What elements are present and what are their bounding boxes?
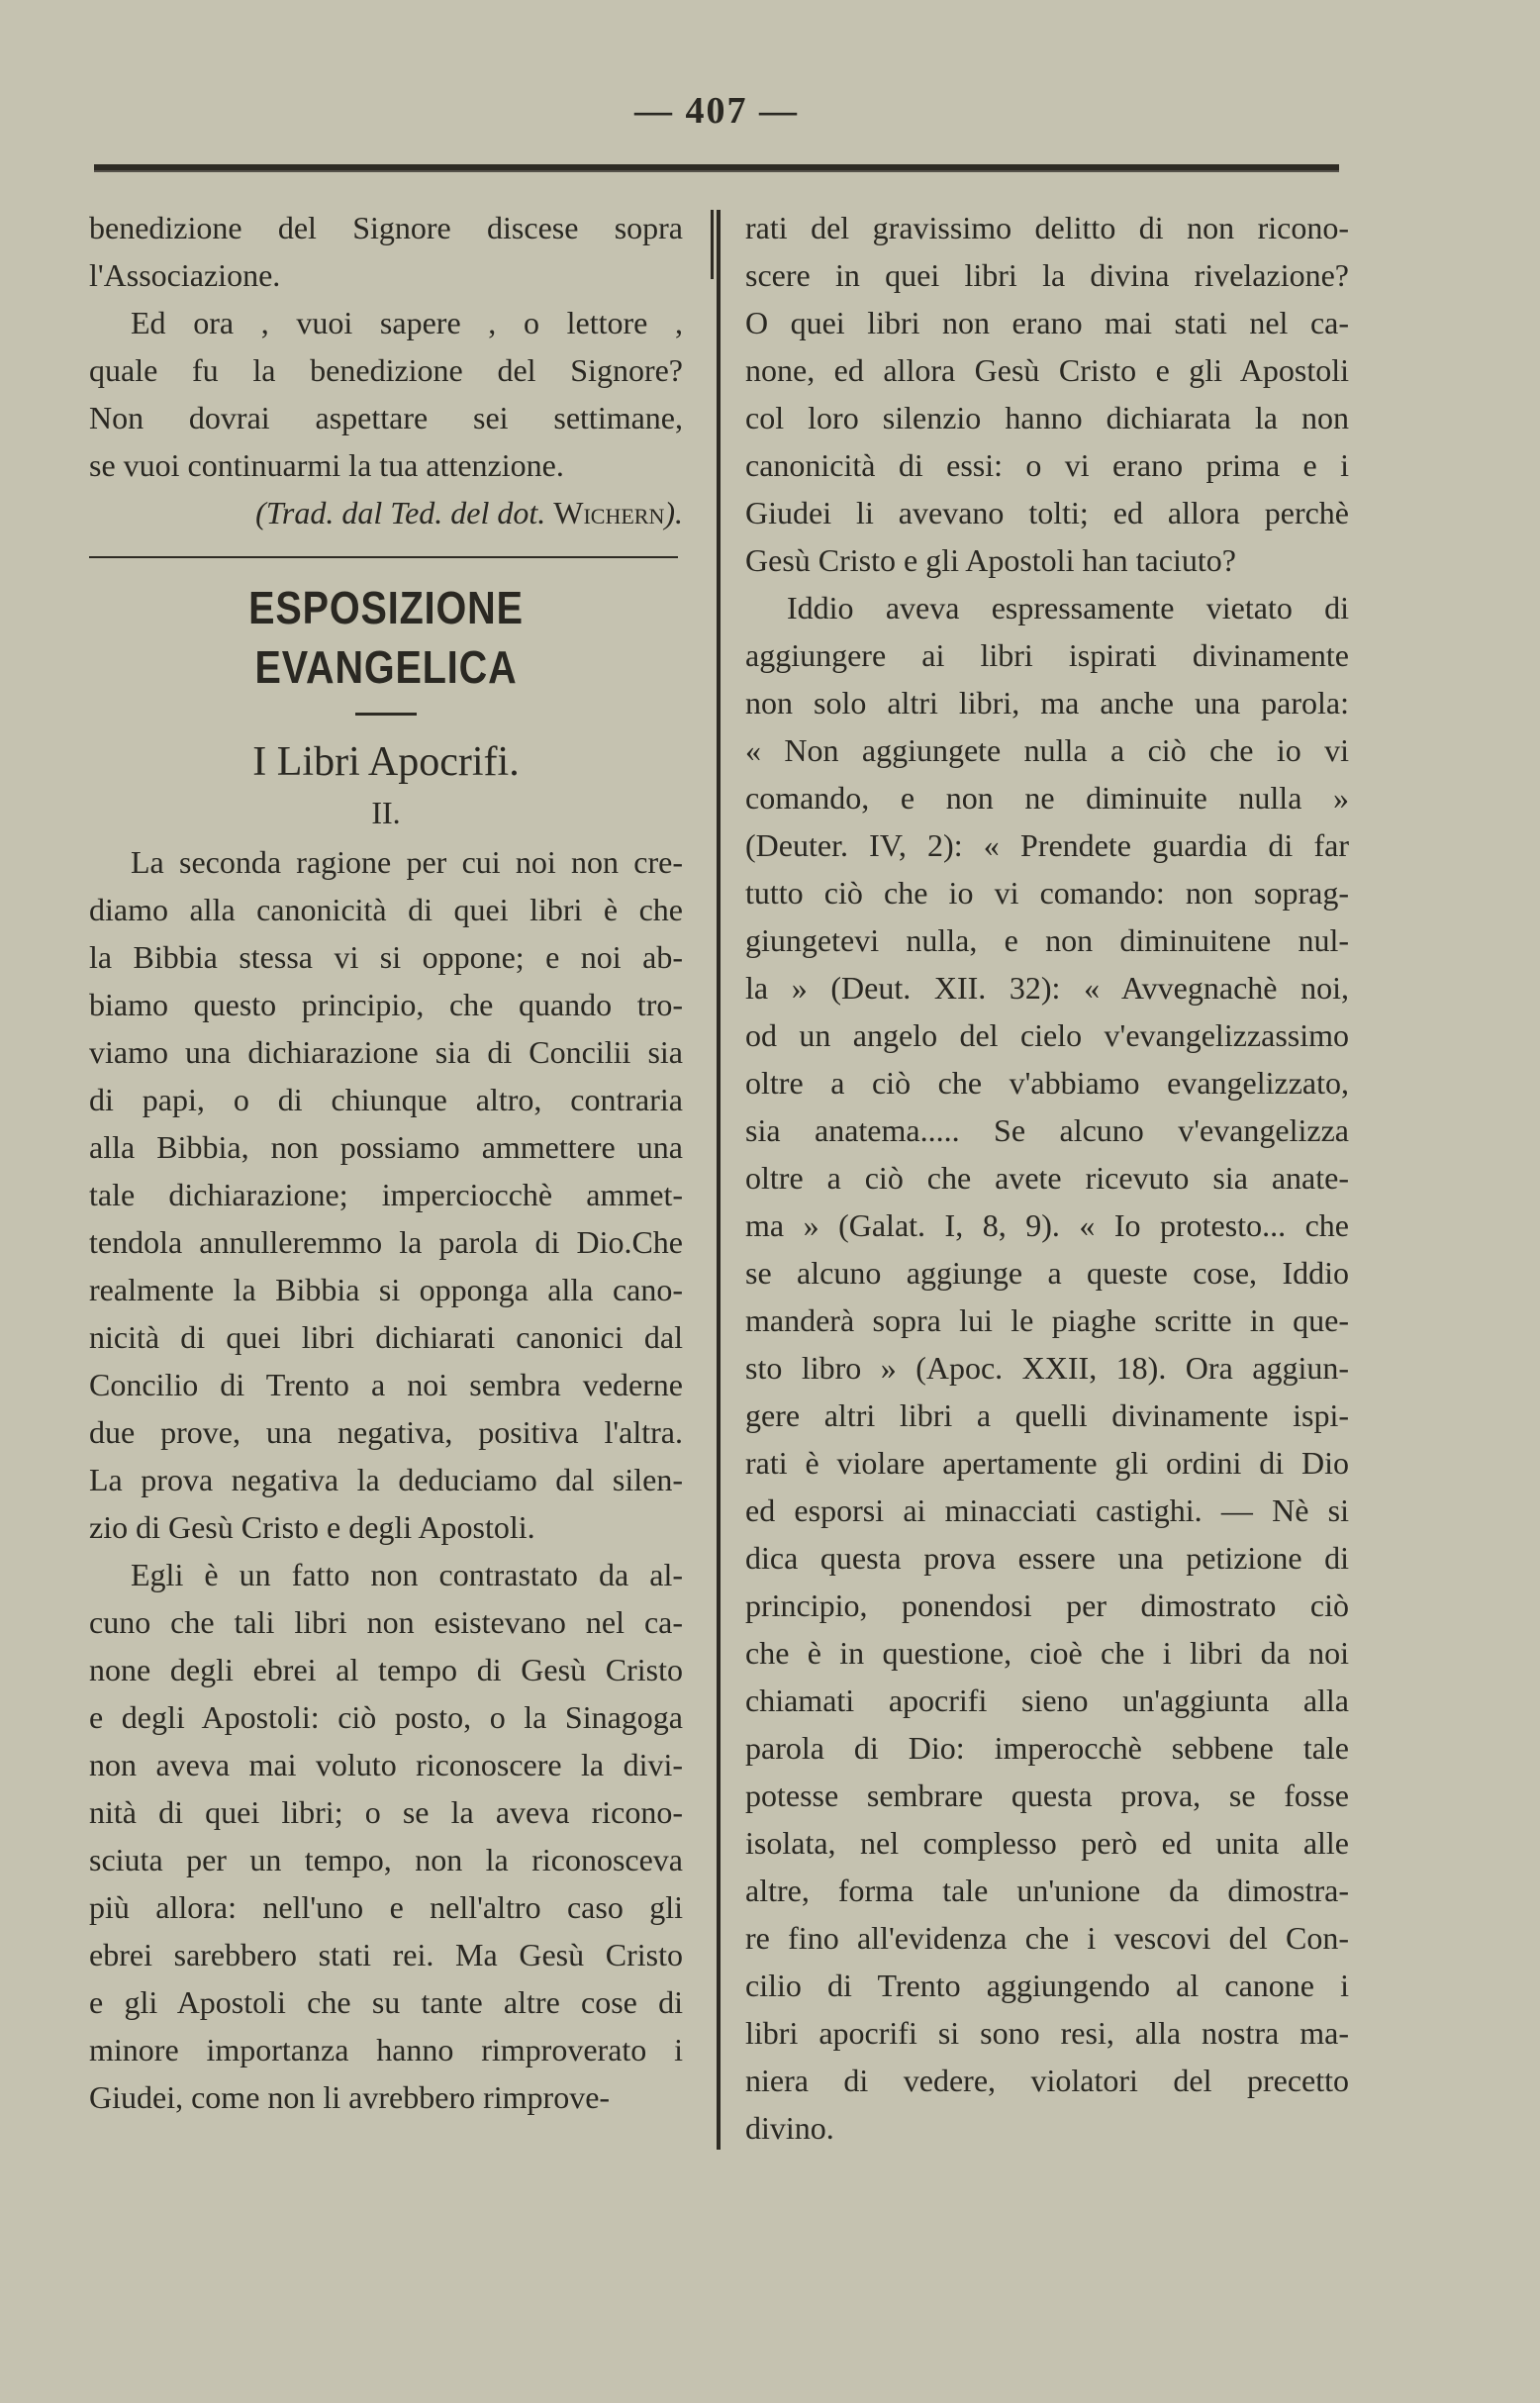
text-line: se alcuno aggiunge a queste cose, Iddio [745,1255,1349,1291]
intro-paragraphs [89,204,683,489]
text-line: l'Associazione. [89,257,281,293]
text-line: Concilio di Trento a noi sembra vederne [89,1367,683,1402]
text-line: La seconda ragione per cui noi non cre- [131,844,683,880]
text-line: rati è violare apertamente gli ordini di Dio [745,1445,1349,1481]
text-line: la Bibbia stessa vi si oppone; e noi ab- [89,939,683,975]
text-line: rati del gravissimo delitto di non ricono- [745,210,1349,245]
text-line: zio di Gesù Cristo e degli Apostoli. [89,1509,535,1545]
text-line: sia anatema..... Se alcuno v'evangelizza [745,1112,1349,1148]
text-line: dica questa prova essere una petizione di [745,1540,1349,1576]
text-line: re fino all'evidenza che i vescovi del Con- [745,1920,1349,1956]
title-ornament-rule [355,713,417,716]
text-line: di papi, o di chiunque altro, contraria [89,1082,683,1117]
text-line: Giudei li avevano tolti; ed allora perchè [745,495,1349,530]
text-line: divino. [745,2110,834,2146]
text-line: e degli Apostoli: ciò posto, o la Sinagoga [89,1699,683,1735]
text-line: nicità di quei libri dichiarati canonici dal [89,1319,683,1355]
text-line: Ed ora , vuoi sapere , o lettore , [131,305,683,340]
text-line: O quei libri non erano mai stati nel ca- [745,305,1349,340]
text-line: tale dichiarazione; imperciocchè ammet- [89,1177,683,1212]
text-line: oltre a ciò che avete ricevuto sia anate- [745,1160,1349,1196]
text-line: parola di Dio: imperocchè sebbene tale [745,1730,1349,1766]
text-line: sto libro » (Apoc. XXII, 18). Ora aggiun- [745,1350,1349,1386]
text-line: Iddio aveva espressamente vietato di [787,590,1349,625]
text-line: biamo questo principio, che quando tro- [89,987,683,1022]
text-line: chiamati apocrifi sieno un'aggiunta alla [745,1682,1349,1718]
text-line: cilio di Trento aggiungendo al canone i [745,1968,1349,2003]
left-body-text [89,838,683,2121]
text-line: alla Bibbia, non possiamo ammettere una [89,1129,683,1165]
article-subtitle: I Libri Apocrifi. [252,739,520,785]
text-line: più allora: nell'uno e nell'altro caso gli [89,1889,683,1925]
text-line: due prove, una negativa, positiva l'altra. [89,1414,683,1450]
text-line: gere altri libri a quelli divinamente ispi- [745,1397,1349,1433]
text-line: isolata, nel complesso però ed unita alle [745,1825,1349,1861]
text-line: giungetevi nulla, e non diminuitene nul- [745,922,1349,958]
text-line: ma » (Galat. I, 8, 9). « Io protesto... che [745,1207,1349,1243]
credit-prefix: (Trad. dal Ted. del dot. [255,495,546,530]
translation-credit [89,489,683,536]
text-line: tutto ciò che io vi comando: non soprag- [745,875,1349,911]
text-line: quale fu la benedizione del Signore? [89,352,683,388]
page-number: — 407 — [634,90,799,132]
text-line: realmente la Bibbia si opponga alla cano- [89,1272,683,1307]
text-line: cuno che tali libri non esistevano nel ca- [89,1604,683,1640]
text-line: « Non aggiungete nulla a ciò che io vi [745,732,1349,768]
text-line: none, ed allora Gesù Cristo e gli Apostoli [745,352,1349,388]
text-line: od un angelo del cielo v'evangelizzassimo [745,1017,1349,1053]
text-line: sciuta per un tempo, non la riconosceva [89,1842,683,1877]
text-line: non aveva mai voluto riconoscere la divi- [89,1747,683,1782]
text-line: La prova negativa la deduciamo dal silen- [89,1462,683,1497]
text-line: (Deuter. IV, 2): « Prendete guardia di far [745,827,1349,863]
column-divider-notch [711,210,714,279]
text-line: comando, e non ne diminuite nulla » [745,780,1349,816]
column-divider [717,210,721,2150]
text-line: e gli Apostoli che su tante altre cose di [89,1984,683,2020]
text-line: che è in questione, cioè che i libri da noi [745,1635,1349,1671]
text-line: ed esporsi ai minacciati castighi. — Nè si [745,1492,1349,1528]
credit-suffix: ). [664,495,683,530]
text-line: aggiungere ai libri ispirati divinamente [745,637,1349,673]
section-title: ESPOSIZIONE EVANGELICA [248,582,524,693]
text-line: libri apocrifi si sono resi, alla nostra ma- [745,2015,1349,2051]
text-line: Non dovrai aspettare sei settimane, [89,400,683,435]
text-line: none degli ebrei al tempo di Gesù Cristo [89,1652,683,1687]
text-line: scere in quei libri la divina rivelazione? [745,257,1349,293]
text-line: benedizione del Signore discese sopra [89,210,683,245]
text-line: viamo una dichiarazione sia di Concilii sia [89,1034,683,1070]
text-line: altre, forma tale un'unione da dimostra- [745,1873,1349,1908]
text-line: canonicità di essi: o vi erano prima e i [745,447,1349,483]
text-line: diamo alla canonicità di quei libri è che [89,892,683,927]
header-rule [94,164,1339,172]
text-line: minore importanza hanno rimproverato i [89,2032,683,2067]
text-line: nità di quei libri; o se la aveva ricono- [89,1794,683,1830]
section-divider [89,556,678,558]
text-line: la » (Deut. XII. 32): « Avvegnachè noi, [745,970,1349,1006]
text-line: Giudei, come non li avrebbero rimprove- [89,2079,611,2115]
text-line: col loro silenzio hanno dichiarata la non [745,400,1349,435]
text-line: niera di vedere, violatori del precetto [745,2063,1349,2098]
text-line: principio, ponendosi per dimostrato ciò [745,1587,1349,1623]
text-line: ebrei sarebbero stati rei. Ma Gesù Cristo [89,1937,683,1972]
text-line: Egli è un fatto non contrastato da al- [131,1557,683,1592]
right-body-text [745,204,1349,2152]
credit-author: Wichern [553,495,665,530]
text-line: non solo altri libri, ma anche una parola: [745,685,1349,721]
part-number: II. [371,795,401,830]
text-line: se vuoi continuarmi la tua attenzione. [89,447,564,483]
right-column [745,204,1349,2152]
text-line: manderà sopra lui le piaghe scritte in que- [745,1302,1349,1338]
left-column [89,204,683,2121]
text-line: potesse sembrare questa prova, se fosse [745,1778,1349,1813]
text-line: Gesù Cristo e gli Apostoli han taciuto? [745,542,1236,578]
text-line: tendola annulleremmo la parola di Dio.Che [89,1224,683,1260]
text-line: oltre a ciò che v'abbiamo evangelizzato, [745,1065,1349,1101]
